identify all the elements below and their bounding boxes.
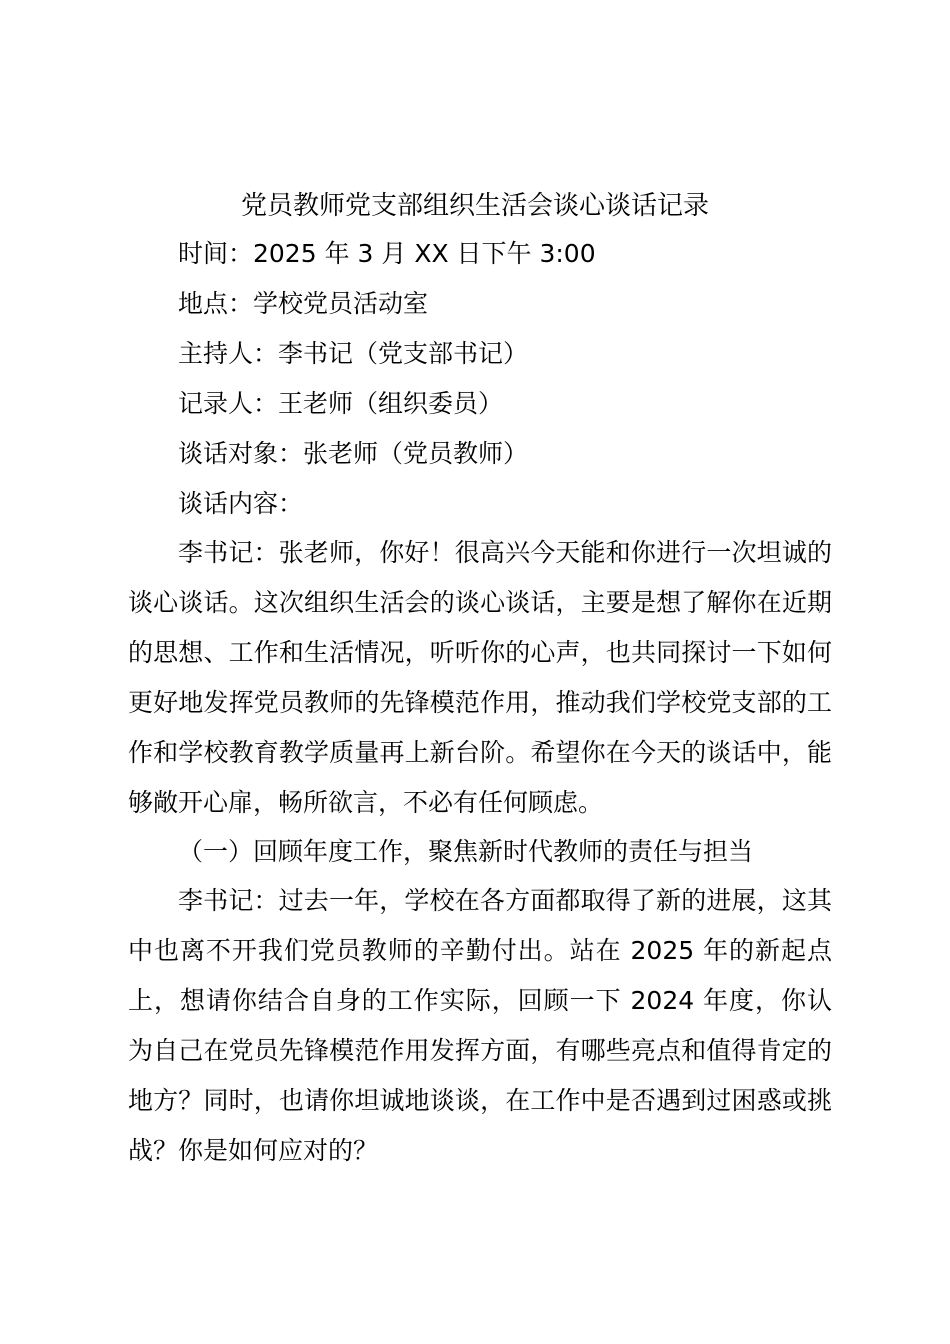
meta-recorder: 记录人：王老师（组织委员） bbox=[178, 389, 504, 418]
meta-subject: 谈话对象：张老师（党员教师） bbox=[178, 439, 529, 468]
meta-location: 地点：学校党员活动室 bbox=[178, 289, 429, 318]
meta-time: 时间：2025 年 3 月 XX 日下午 3:00 bbox=[178, 239, 596, 268]
meta-host: 主持人：李书记（党支部书记） bbox=[178, 339, 529, 368]
section-one-heading: （一）回顾年度工作，聚焦新时代教师的责任与担当 bbox=[178, 837, 754, 866]
paragraph-question-one: 李书记：过去一年，学校在各方面都取得了新的进展，这其中也离不开我们党员教师的辛勤付出。站在 2025 年的新起点上，想请你结合自身的工作实际，回顾一下 2024 年度，你认为自己在党员先锋模范作用发挥方面，有哪些亮点和值得肯定的地方？同时，也请你坦诚地谈谈，在工作中是否遇到过困惑或挑战？你是如何应对的？ bbox=[128, 886, 832, 1165]
document-title: 党员教师党支部组织生活会谈心谈话记录 bbox=[240, 191, 709, 221]
meta-content-label: 谈话内容： bbox=[178, 489, 304, 518]
paragraph-opening: 李书记：张老师，你好！很高兴今天能和你进行一次坦诚的谈心谈话。这次组织生活会的谈心谈话，主要是想了解你在近期的思想、工作和生活情况，听听你的心声，也共同探讨一下如何更好地发挥党员教师的先锋模范作用，推动我们学校党支部的工作和学校教育教学质量再上新台阶。希望你在今天的谈话中，能够敞开心扉，畅所欲言，不必有任何顾虑。 bbox=[128, 538, 832, 817]
